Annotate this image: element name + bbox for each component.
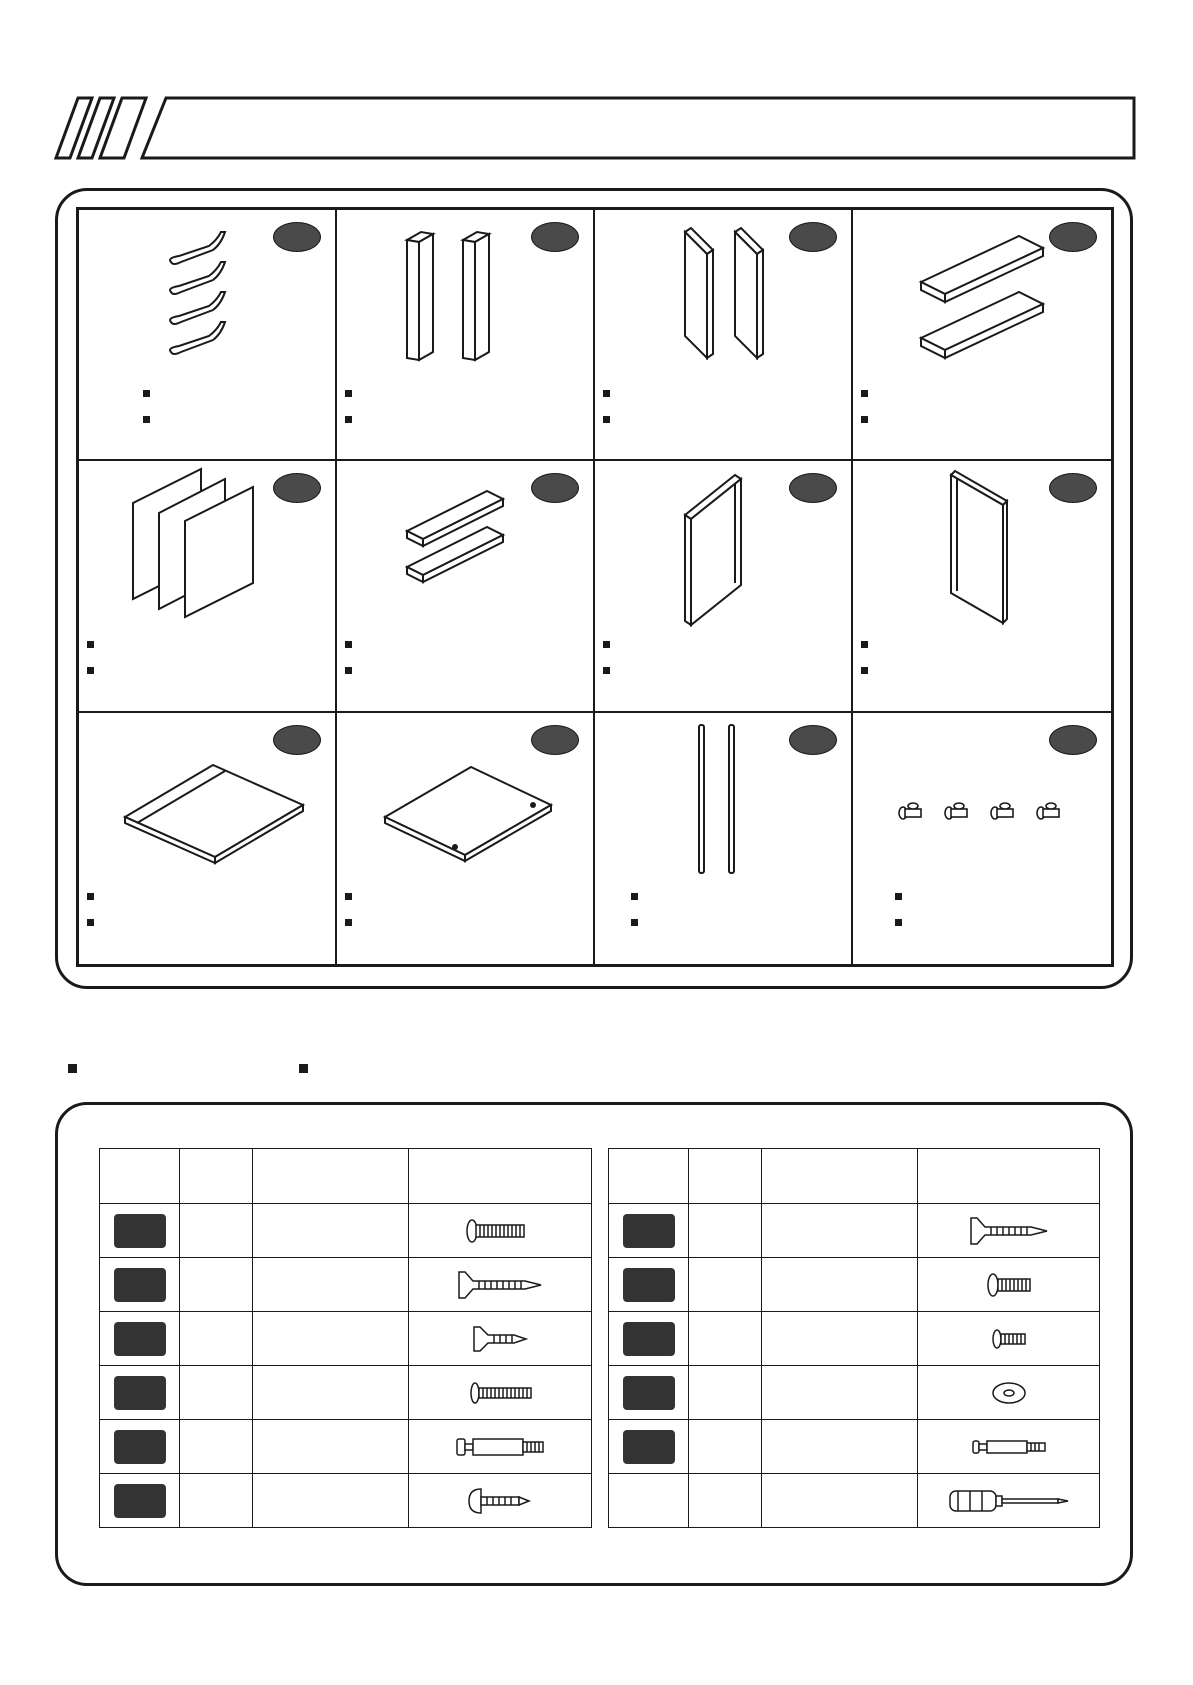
bullet	[603, 390, 610, 397]
qty-cell	[689, 1474, 762, 1528]
part-cell-shelf-pins	[853, 713, 1111, 964]
bullet	[861, 667, 868, 674]
spec-cell	[253, 1366, 409, 1420]
bullet	[345, 390, 352, 397]
qty-cell	[689, 1312, 762, 1366]
side-panel-icon	[853, 461, 1111, 713]
qty-cell	[180, 1420, 253, 1474]
pan-head-screw-icon	[460, 1214, 540, 1248]
bullet	[345, 893, 352, 900]
shelf-boards-icon	[853, 210, 1111, 462]
round-head-screw-icon	[467, 1484, 533, 1518]
small-shelves-icon	[337, 461, 595, 713]
spec-cell	[253, 1420, 409, 1474]
spec-cell	[253, 1258, 409, 1312]
spec-cell	[762, 1366, 918, 1420]
part-cell-top-board	[79, 713, 337, 964]
bullet	[87, 641, 94, 648]
qty-cell	[689, 1366, 762, 1420]
hardware-code-badge	[114, 1268, 166, 1302]
qty-cell	[689, 1258, 762, 1312]
washer-icon	[989, 1376, 1029, 1410]
rods-icon	[595, 713, 853, 965]
title-box	[142, 98, 1134, 158]
bullet	[603, 641, 610, 648]
bottom-board-icon	[337, 713, 595, 965]
bullet	[143, 416, 150, 423]
part-cell-uprights-a	[337, 210, 595, 461]
hardware-table-right	[608, 1148, 1100, 1528]
bullet	[895, 893, 902, 900]
spec-cell	[762, 1204, 918, 1258]
bullet	[861, 416, 868, 423]
empty-code-cell	[609, 1474, 689, 1528]
hardware-code-badge	[114, 1376, 166, 1410]
spec-cell	[762, 1474, 918, 1528]
hardware-table-left	[99, 1148, 592, 1528]
spec-cell	[253, 1474, 409, 1528]
door-panel-icon	[595, 461, 853, 713]
short-countersunk-screw-icon	[470, 1322, 530, 1356]
part-cell-uprights-b	[595, 210, 853, 461]
bullet	[345, 919, 352, 926]
spec-cell	[762, 1312, 918, 1366]
bullet	[87, 667, 94, 674]
bullet	[87, 919, 94, 926]
part-cell-bottom-board	[337, 713, 595, 964]
part-cell-small-shelves	[337, 461, 595, 712]
bullet	[345, 667, 352, 674]
spec-cell	[762, 1258, 918, 1312]
hardware-code-badge	[114, 1484, 166, 1518]
spec-cell	[762, 1420, 918, 1474]
hardware-code-badge	[623, 1322, 675, 1356]
bullet	[603, 667, 610, 674]
qty-cell	[180, 1474, 253, 1528]
qty-cell	[689, 1420, 762, 1474]
short-machine-screw-icon	[989, 1322, 1029, 1356]
part-cell-rods	[595, 713, 853, 964]
bullet	[345, 416, 352, 423]
hardware-code-badge	[623, 1268, 675, 1302]
hardware-code-badge	[623, 1376, 675, 1410]
bullet	[631, 893, 638, 900]
bullet	[345, 641, 352, 648]
bullet	[861, 390, 868, 397]
pan-head-screw-icon	[465, 1376, 535, 1410]
parts-grid	[76, 207, 1114, 967]
bullet	[861, 641, 868, 648]
qty-cell	[180, 1204, 253, 1258]
back-panels-icon	[79, 461, 337, 713]
bullet	[895, 919, 902, 926]
hardware-code-badge	[623, 1430, 675, 1464]
qty-cell	[180, 1258, 253, 1312]
bullet	[631, 919, 638, 926]
countersunk-screw-icon	[967, 1214, 1051, 1248]
long-countersunk-screw-icon	[455, 1268, 545, 1302]
shelf-pins-icon	[853, 713, 1111, 965]
handles-icon	[79, 210, 337, 462]
header-banner	[0, 0, 1193, 170]
section-bullet	[299, 1064, 308, 1073]
part-cell-shelves	[853, 210, 1111, 461]
qty-cell	[689, 1204, 762, 1258]
hardware-code-badge	[623, 1214, 675, 1248]
part-cell-door	[595, 461, 853, 712]
machine-screw-icon	[984, 1268, 1034, 1302]
part-cell-handles	[79, 210, 337, 461]
spec-cell	[253, 1312, 409, 1366]
bullet	[143, 390, 150, 397]
part-cell-side-panel	[853, 461, 1111, 712]
cam-bolt-icon	[453, 1430, 547, 1464]
qty-cell	[180, 1366, 253, 1420]
screwdriver-icon	[946, 1484, 1072, 1518]
cam-bolt-icon	[969, 1430, 1049, 1464]
top-board-icon	[79, 713, 337, 965]
upright-panels-icon	[337, 210, 595, 462]
hardware-code-badge	[114, 1214, 166, 1248]
upright-panels-icon	[595, 210, 853, 462]
qty-cell	[180, 1312, 253, 1366]
section-bullet	[68, 1064, 77, 1073]
part-cell-back-panels	[79, 461, 337, 712]
bullet	[603, 416, 610, 423]
spec-cell	[253, 1204, 409, 1258]
hardware-code-badge	[114, 1322, 166, 1356]
bullet	[87, 893, 94, 900]
hardware-code-badge	[114, 1430, 166, 1464]
